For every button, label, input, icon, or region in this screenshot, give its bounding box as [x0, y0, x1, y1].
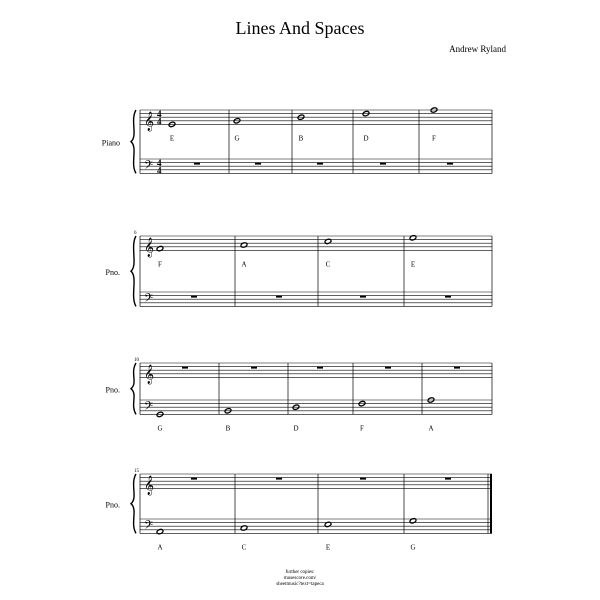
footer-line-3: sheetmusic?text=tapeca	[276, 582, 324, 587]
whole-rest	[445, 478, 451, 480]
note-label: A	[241, 260, 247, 269]
note-label: F	[158, 260, 162, 269]
whole-note	[324, 521, 331, 527]
treble-clef: 𝄞	[144, 111, 155, 131]
treble-clef: 𝄞	[144, 237, 155, 257]
note-label: B	[225, 424, 231, 433]
footer-line-2: musescore.com/	[283, 576, 317, 581]
time-signature-top: 4	[157, 158, 162, 168]
whole-note	[240, 242, 247, 248]
bass-clef: 𝄢	[144, 160, 154, 175]
whole-rest	[445, 296, 451, 298]
instrument-label: Pno.	[105, 500, 120, 510]
time-signature-bottom: 4	[157, 116, 162, 127]
score-title: Lines And Spaces	[235, 18, 365, 38]
instrument-label: Pno.	[105, 268, 120, 278]
whole-note	[324, 238, 331, 244]
whole-rest	[251, 367, 257, 369]
brace	[131, 110, 136, 173]
whole-rest	[255, 163, 261, 165]
note-label: F	[432, 134, 436, 143]
note-label: E	[325, 543, 331, 552]
note-label: C	[241, 543, 247, 552]
note-label: A	[157, 543, 163, 552]
note-label: G	[157, 424, 163, 433]
note-label: E	[169, 134, 175, 143]
whole-note	[409, 518, 416, 524]
measure-number: 6	[134, 231, 137, 236]
footer-note	[0, 570, 600, 588]
brace	[131, 363, 136, 414]
whole-rest	[317, 367, 323, 369]
whole-rest	[317, 163, 323, 165]
note-label: D	[293, 424, 299, 433]
whole-note	[409, 235, 416, 241]
whole-note	[156, 529, 163, 535]
treble-clef: 𝄞	[144, 475, 155, 495]
time-signature-top: 4	[157, 109, 162, 119]
note-label: B	[298, 134, 304, 143]
whole-rest	[360, 478, 366, 480]
note-label: E	[410, 260, 416, 269]
whole-rest	[276, 478, 282, 480]
whole-rest	[447, 163, 453, 165]
instrument-label: Piano	[101, 138, 120, 148]
whole-rest	[385, 367, 391, 369]
whole-rest	[360, 296, 366, 298]
measure-number: 15	[134, 469, 139, 474]
note-label: D	[363, 134, 369, 143]
brace	[131, 474, 136, 533]
note-label: A	[428, 424, 434, 433]
note-label: G	[234, 134, 240, 143]
instrument-label: Pno.	[105, 385, 120, 395]
whole-rest	[182, 367, 188, 369]
whole-rest	[276, 296, 282, 298]
note-label: F	[360, 424, 364, 433]
whole-rest	[191, 296, 197, 298]
measure-number: 10	[134, 358, 139, 363]
bass-clef: 𝄢	[144, 293, 154, 308]
whole-note	[156, 246, 163, 252]
whole-rest	[194, 163, 200, 165]
footer-line-1: further copies:	[285, 570, 315, 575]
note-label: G	[410, 543, 416, 552]
note-label: C	[325, 260, 331, 269]
whole-rest	[191, 478, 197, 480]
bass-clef: 𝄢	[144, 520, 154, 535]
brace	[131, 236, 136, 306]
whole-rest	[380, 163, 386, 165]
time-signature-bottom: 4	[157, 165, 162, 176]
whole-rest	[454, 367, 460, 369]
bass-clef: 𝄢	[144, 401, 154, 416]
treble-clef: 𝄞	[144, 364, 155, 384]
whole-note	[240, 525, 247, 531]
composer-name: Andrew Ryland	[449, 44, 506, 54]
